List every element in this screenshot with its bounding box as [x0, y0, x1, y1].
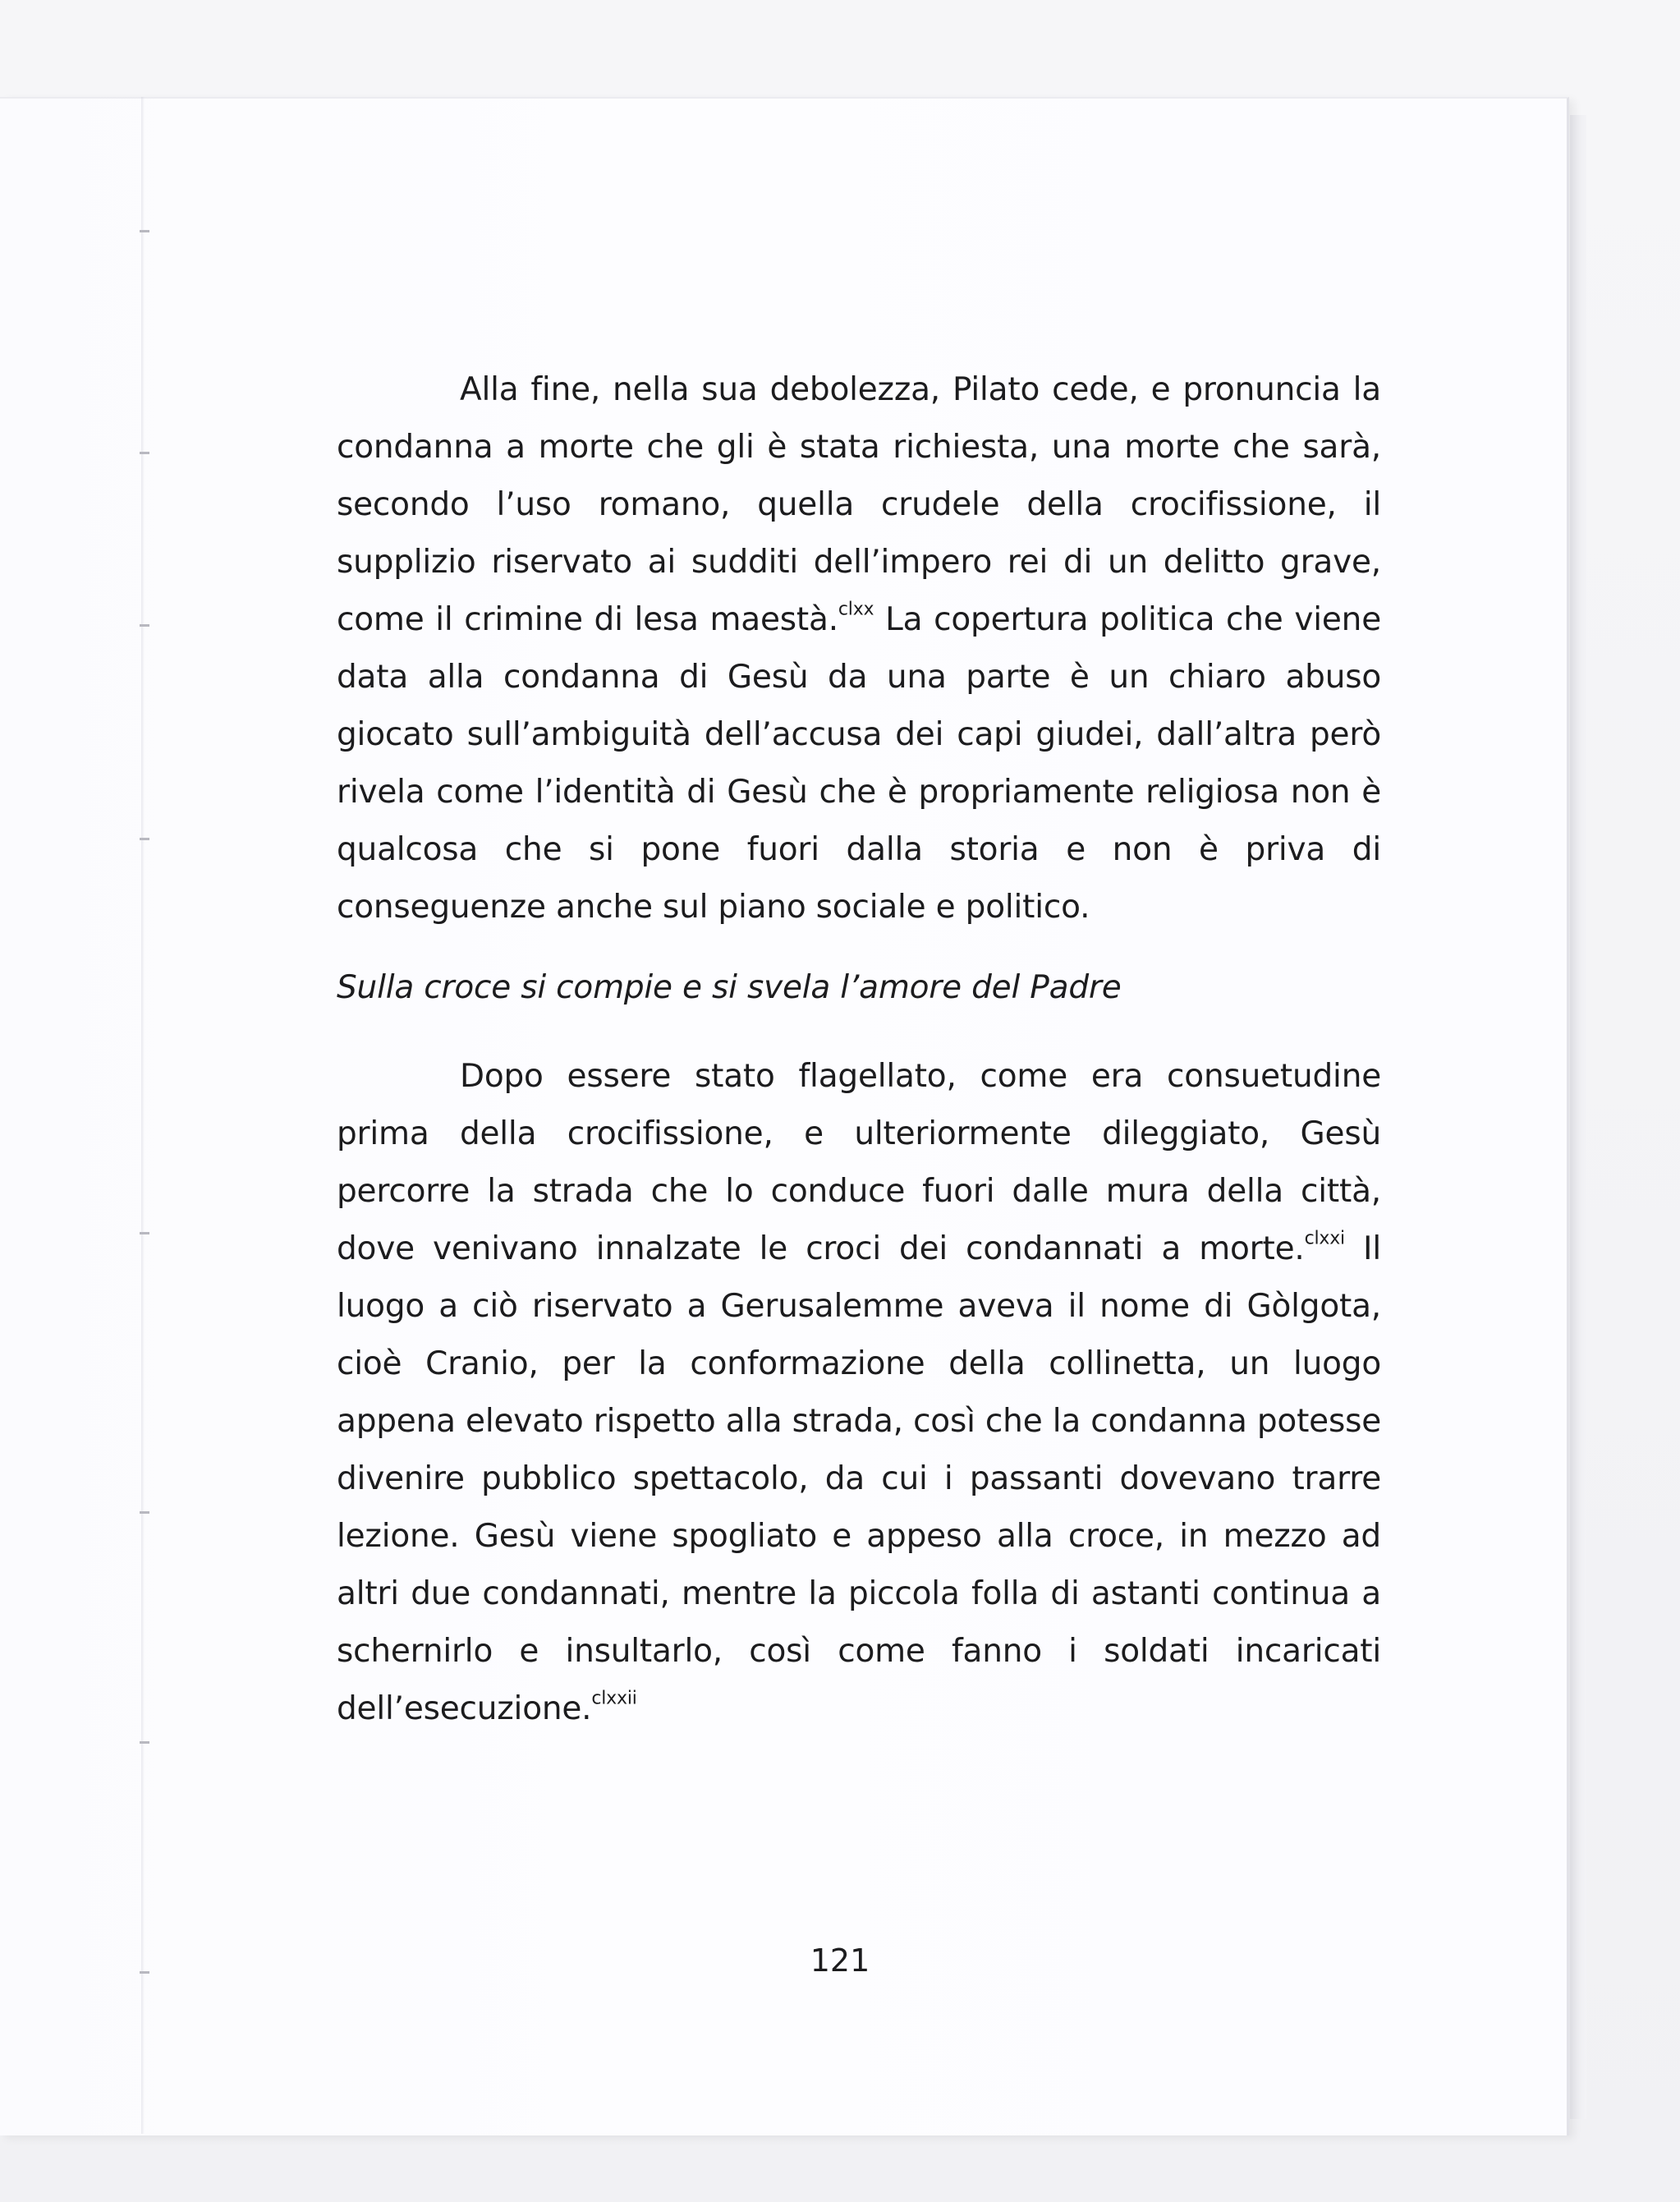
- paragraph-text: La copertura politica che viene data alla condanna di Gesù da una parte è un chiaro abuso giocato sull’ambiguità dell’accusa dei capi giudei, dall’altra però rivela come l’identità di Gesù che è propriamente religiosa non è qualcosa che si pone fuori dalla storia e non è priva di conseguenze anche sul piano sociale e politico.: [337, 601, 1381, 926]
- paragraph-text: Alla fine, nella sua debolezza, Pilato cede, e pronuncia la condanna a morte che gli è stata richiesta, una morte che sarà, secondo l’uso romano, quella crudele della crocifissione, il supplizio riservato ai sudditi dell’impero rei di un delitto grave, come il crimine di lesa maestà.: [337, 371, 1381, 638]
- paragraph-text: Il luogo a ciò riservato a Gerusalemme aveva il nome di Gòlgota, cioè Cranio, per la conformazione della collinetta, un luogo appena elevato rispetto alla strada, così che la condanna potesse divenire pubblico spettacolo, da cui i passanti dovevano trarre lezione. Gesù viene spogliato e appeso alla croce, in mezzo ad altri due condannati, mentre la piccola folla di astanti continua a schernirlo e insultarlo, così come fanno i soldati incaricati dell’esecuzione.: [337, 1230, 1381, 1727]
- binding-stitch: [140, 1741, 149, 1744]
- page-number: 121: [810, 1942, 870, 1979]
- footnote-marker: clxxii: [591, 1688, 637, 1709]
- binding-stitch: [140, 452, 149, 454]
- paragraph: [337, 361, 1381, 936]
- binding-stitch: [140, 1232, 149, 1234]
- footnote-marker: clxxi: [1304, 1228, 1345, 1249]
- paragraph: [337, 1048, 1381, 1738]
- binding-stitch: [140, 1511, 149, 1514]
- section-heading: Sulla croce si compie e si svela l’amore del Padre: [337, 969, 1122, 1006]
- footnote-marker: clxx: [838, 599, 874, 620]
- binding-stitch: [140, 624, 149, 627]
- binding-stitch: [140, 230, 149, 232]
- binding-shadow: [141, 97, 145, 2134]
- paragraph-text: Dopo essere stato flagellato, come era consuetudine prima della crocifissione, e ulteriormente dileggiato, Gesù percorre la strada che lo conduce fuori dalle mura della città, dove venivano innalzate le croci dei condannati a morte.: [337, 1058, 1381, 1267]
- body-text: [337, 361, 1381, 1738]
- binding-stitch: [140, 838, 149, 840]
- page-edge: [1570, 115, 1586, 2119]
